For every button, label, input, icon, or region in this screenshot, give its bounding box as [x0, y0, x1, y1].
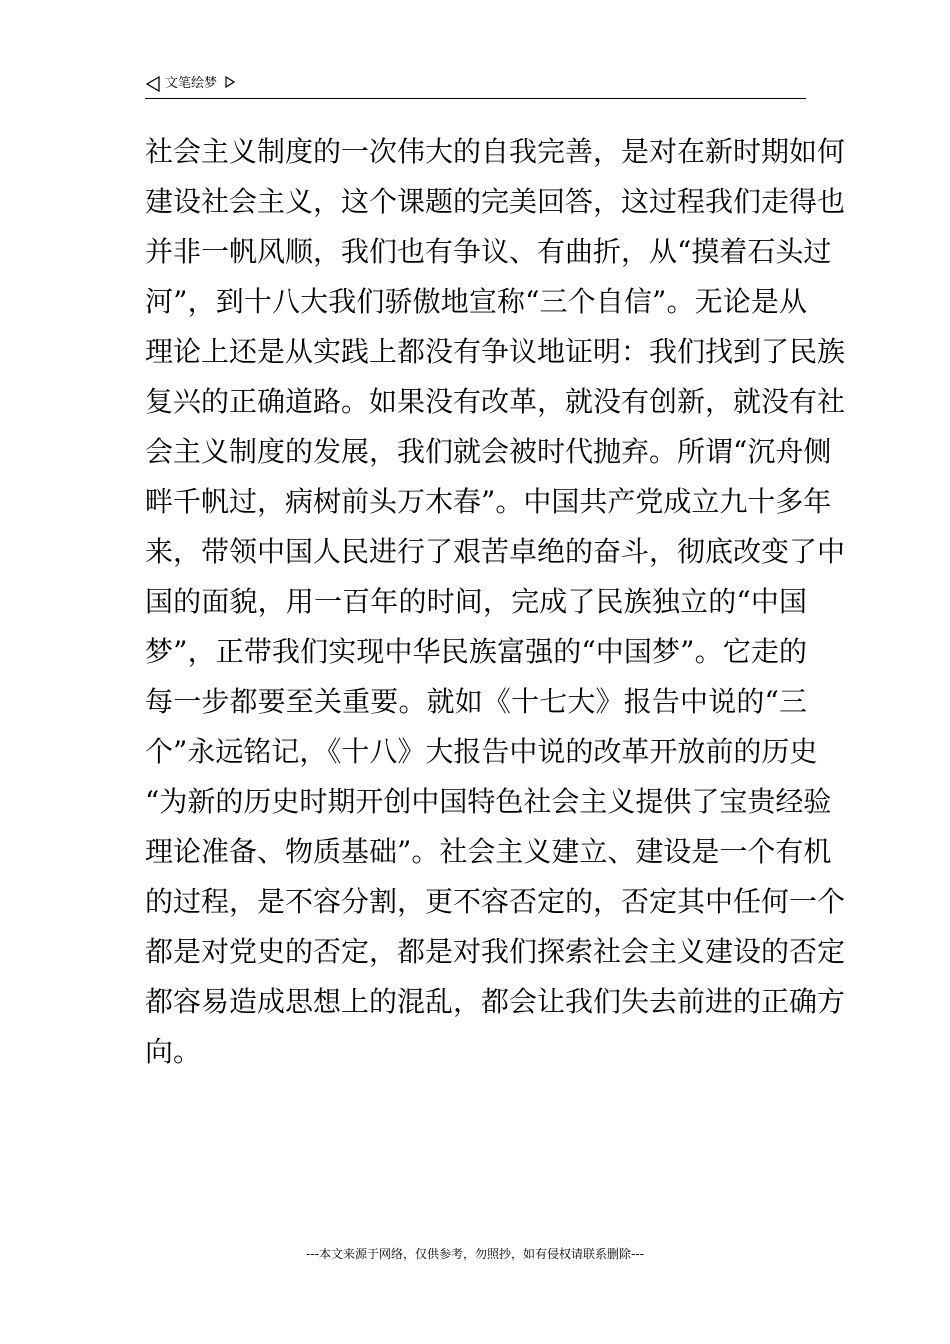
paragraph-line: 个”永远铭记，《十八》大报告中说的改革开放前的历史 — [145, 735, 818, 768]
paragraph-line: 复兴的正确道路。如果没有改革，就没有创新，就没有社 — [145, 385, 846, 418]
paragraph-line: 每一步都要至关重要。就如《十七大》报告中说的“三 — [145, 685, 807, 718]
paragraph-line: 梦”，正带我们实现中华民族富强的“中国梦”。它走的 — [145, 635, 807, 668]
paragraph-line: “为新的历史时期开创中国特色社会主义提供了宝贵经验 — [145, 785, 832, 818]
header-title: 文笔绘梦 — [165, 76, 218, 91]
paragraph-line: 都容易造成思想上的混乱，都会让我们失去前进的正确方 — [145, 985, 846, 1018]
paragraph-line: 社会主义制度的一次伟大的自我完善，是对在新时期如何 — [145, 135, 846, 168]
paragraph-line: 会主义制度的发展，我们就会被时代抛弃。所谓“沉舟侧 — [145, 435, 832, 468]
paragraph-line: 建设社会主义，这个课题的完美回答，这过程我们走得也 — [145, 185, 846, 218]
paragraph-line: 理论准备、物质基础”。社会主义建立、建设是一个有机 — [145, 835, 832, 868]
page-header — [145, 74, 806, 99]
paragraph-line: 来，带领中国人民进行了艰苦卓绝的奋斗，彻底改变了中 — [145, 535, 846, 568]
triangle-left-outline-icon — [145, 76, 161, 92]
footer-disclaimer: ---本文来源于网络，仅供参考，勿照抄，如有侵权请联系删除--- — [306, 1247, 644, 1261]
paragraph-line: 向。 — [145, 1035, 202, 1068]
paragraph-line: 都是对党史的否定，都是对我们探索社会主义建设的否定 — [145, 935, 846, 968]
paragraph-line: 的过程，是不容分割，更不容否定的，否定其中任何一个 — [145, 885, 846, 918]
triangle-right-outline-icon — [225, 76, 235, 88]
header-row — [145, 76, 235, 92]
paragraph-line: 并非一帆风顺，我们也有争议、有曲折，从“摸着石头过 — [145, 235, 832, 268]
paragraph-line: 国的面貌，用一百年的时间，完成了民族独立的“中国 — [145, 585, 807, 618]
paragraph-line: 河”，到十八大我们骄傲地宣称“三个自信”。无论是从 — [145, 285, 807, 318]
paragraph-line: 理论上还是从实践上都没有争议地证明：我们找到了民族 — [145, 335, 846, 368]
paragraph-line: 畔千帆过，病树前头万木春”。中国共产党成立九十多年 — [145, 485, 832, 518]
body-paragraph — [145, 127, 846, 1077]
